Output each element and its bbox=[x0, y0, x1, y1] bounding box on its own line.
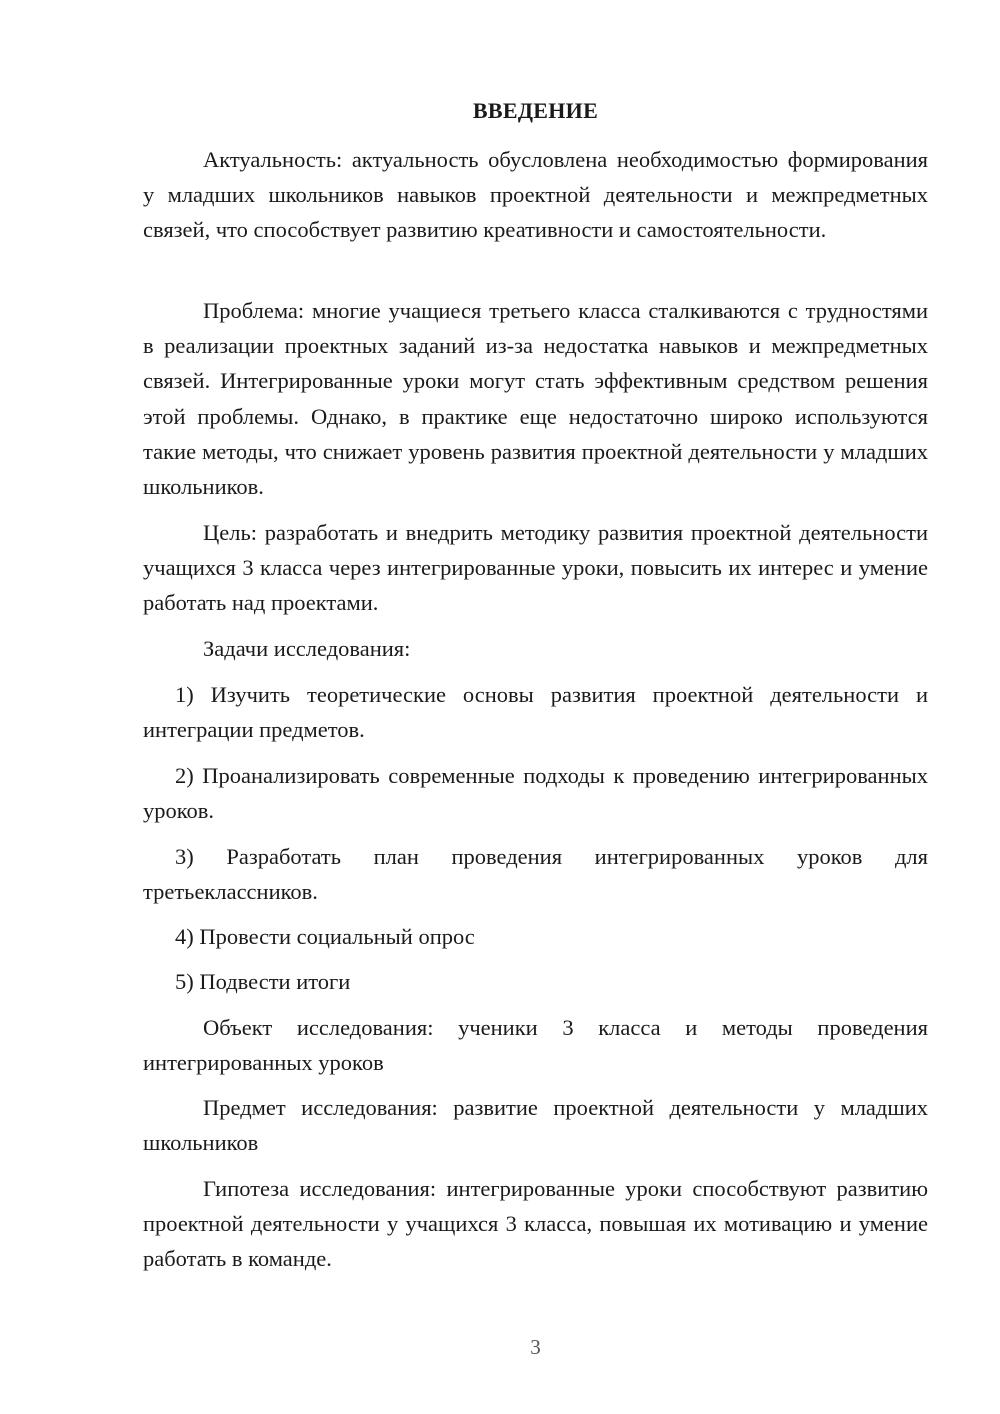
task-item-1: 1) Изучить теоретические основы развития проектной деятельности и интеграции предметов. bbox=[143, 682, 928, 743]
task-item-5: 5) Подвести итоги bbox=[175, 969, 351, 994]
hypothesis-paragraph: Гипотеза исследования: интегрированные уроки способствуют развитию проектной деятельности у учащихся 3 класса, повышая их мотивацию и умение работать в команде. bbox=[143, 1176, 928, 1272]
subject-paragraph: Предмет исследования: развитие проектной деятельности у младших школьников bbox=[143, 1095, 928, 1156]
page-number: 3 bbox=[530, 1335, 541, 1359]
object-paragraph: Объект исследования: ученики 3 класса и методы проведения интегрированных уроков bbox=[143, 1015, 928, 1076]
relevance-paragraph: Актуальность: актуальность обусловлена необходимостью формирования у младших школьников навыков проектной деятельности и межпредметных связей, что способствует развитию креативности и самостоятельности. bbox=[143, 147, 928, 243]
task-item-3: 3) Разработать план проведения интегрированных уроков для третьеклассников. bbox=[143, 844, 928, 905]
task-item-4: 4) Провести социальный опрос bbox=[175, 924, 475, 949]
document-page bbox=[143, 0, 928, 1414]
page-title: ВВЕДЕНИЕ bbox=[472, 98, 599, 123]
task-item-2: 2) Проанализировать современные подходы к проведению интегрированных уроков. bbox=[143, 763, 928, 824]
goal-paragraph: Цель: разработать и внедрить методику развития проектной деятельности учащихся 3 класса через интегрированные уроки, повысить их интерес и умение работать над проектами. bbox=[143, 520, 928, 616]
tasks-heading: Задачи исследования: bbox=[203, 636, 411, 661]
problem-paragraph: Проблема: многие учащиеся третьего класса сталкиваются с трудностями в реализации проектных заданий из-за недостатка навыков и межпредметных связей. Интегрированные уроки могут стать эффективным средством решения этой проблемы. Однако, в практике еще недостаточно широко используются такие методы, что снижает уровень развития проектной деятельности у младших школьников. bbox=[143, 298, 928, 500]
